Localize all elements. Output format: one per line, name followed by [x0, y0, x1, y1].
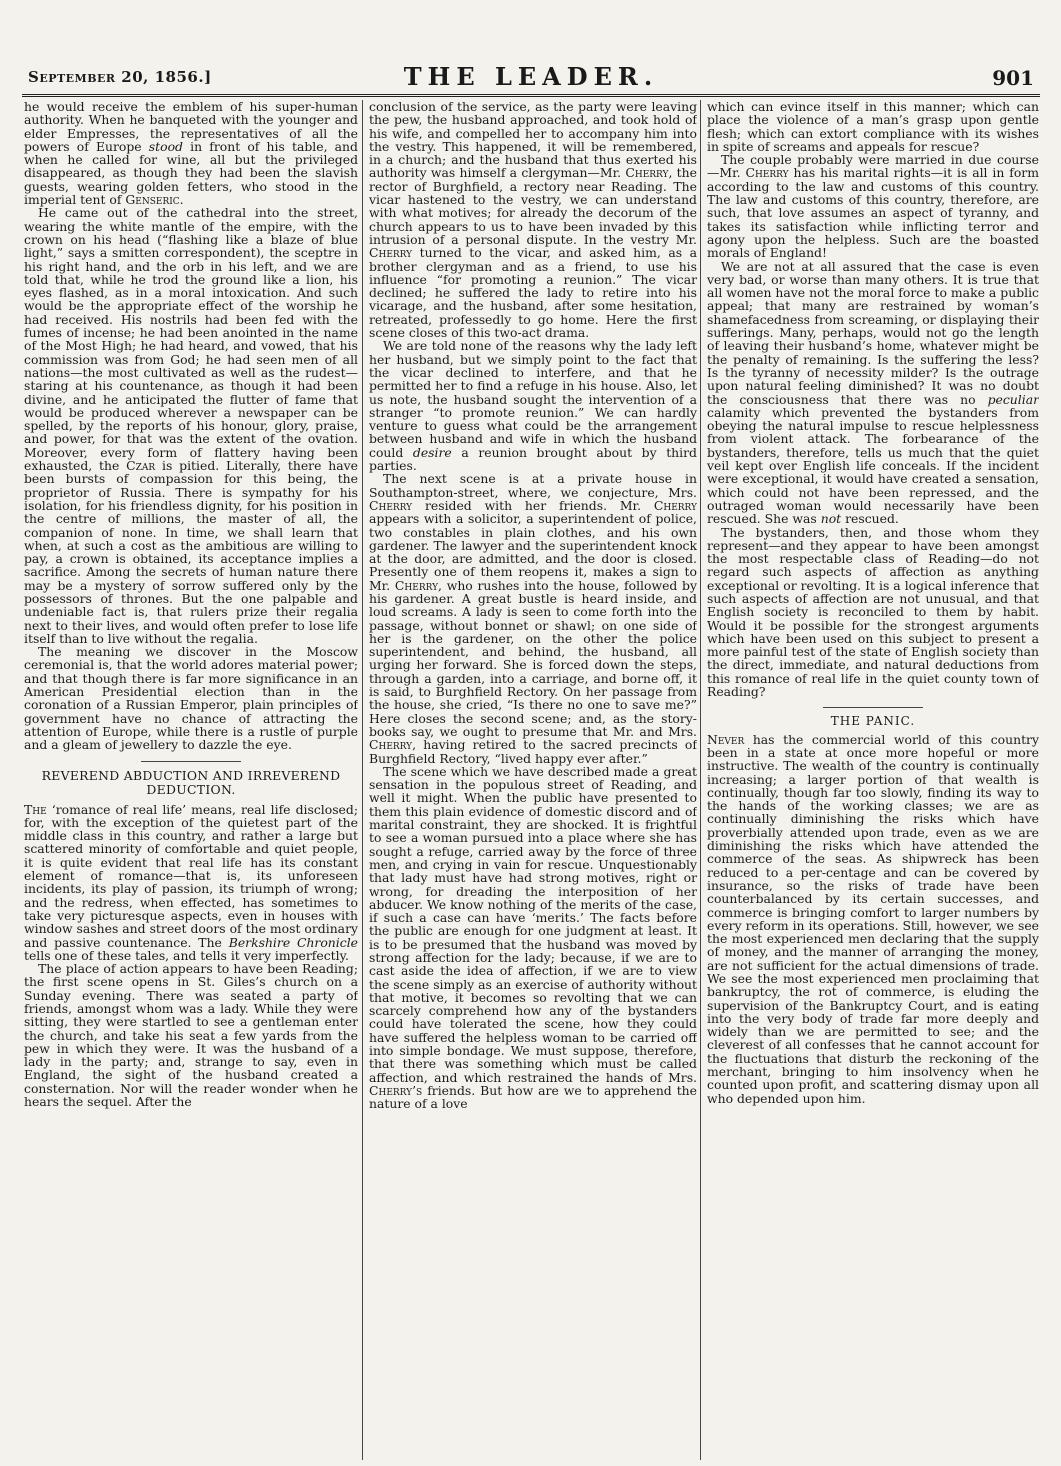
paragraph: The next scene is at a private house in Southampton-street, where, we conjecture, Mrs. Cherry resided with her friends. Mr. Cherry appears with a solicitor, a superintendent of police, two constables in plain clothes, and his own gardener. The lawyer and the superintendent knock at the door, are admitted, and the door is closed. Presently one of them reopens it, makes a sign to Mr. Cherry, who rushes into the house, followed by his gardener. A great bustle is heard inside, and loud screams. A lady is seen to come forth into the passage, without bonnet or shawl; on one side of her is the gardener, on the other the police superintendent, and behind, the husband, all urging her forward. She is forced down the steps, through a garden, into a carriage, and borne off, it is said, to Burghfield Rectory. On her passage from the house, she cried, “Is there no one to save me?” Here closes the second scene; and, as the story-books say, we ought to presume that Mr. and Mrs. Cherry, having retired to the sacred precincts of Burghfield Rectory, “lived happy ever after.”: [369, 471, 697, 766]
issue-date: September 20, 1856.]: [28, 68, 212, 86]
paragraph: We are told none of the reasons why the lady left her husband, but we simply point to the fact that the vicar declined to interfere, and that he permitted her to find a refuge in his house. Also, let us note, the husband sought the intervention of a stranger “to promote reunion.” We can hardly venture to guess what could be the arrangement between husband and wife in which the husband could desire a reunion brought about by third parties.: [369, 338, 697, 474]
paragraph: conclusion of the service, as the party were leaving the pew, the husband approached, and took hold of his wife, and compelled her to accompany him into the vestry. This happened, it will be remembered, in a church; and the husband that thus exerted his authority was himself a clergyman—Mr. Cherry, the rector of Burghfield, a rectory near Reading. The vicar hastened to the vestry, we can understand with what motives; for already the decorum of the church appears to us to have been invaded by this intrusion of a personal dispute. In the vestry Mr. Cherry turned to the vicar, and asked him, as a brother clergyman and as a friend, to use his influence “for promoting a reunion.” The vicar declined; he suffered the lady to retire into his vicarage, and the husband, after some hesitation, retreated, professedly to go home. Here the first scene closes of this two-act drama.: [369, 100, 697, 341]
page-number: 901: [992, 66, 1034, 90]
divider: [823, 707, 923, 708]
article-heading: REVEREND ABDUCTION AND IRREVEREND DEDUCTION.: [41, 767, 341, 797]
paragraph: The place of action appears to have been Reading; the first scene opens in St. Giles’s church on a Sunday evening. There was seated a party of friends, amongst whom was a lady. While they were sitting, they were startled to see a gentleman enter the church, and take his seat a few yards from the pew in which they were. It was the husband of a lady in the party; and, strange to say, even in England, the sight of the husband created a consternation. Nor will the reader wonder when he hears the sequel. After the: [24, 961, 358, 1110]
column-3: [700, 100, 1039, 1460]
paragraph: he would receive the emblem of his super-human authority. When he banqueted with the younger and elder Empresses, the representatives of all the powers of Europe stood in front of his table, and when he called for wine, all but the privileged disappeared, as though they had been the slavish guests, wearing golden fetters, who stood in the imperial tent of Genseric.: [24, 100, 358, 208]
paragraph: He came out of the cathedral into the street, wearing the white mantle of the empire, with the crown on his head (“flashing like a blaze of blue light,” says a smitten correspondent), the sceptre in his right hand, and the orb in his left, and we are told that, while he trod the ground like a lion, his eyes flashed, as in a moral intoxication. And such would be the appropriate effect of the worship he had received. His nostrils had been fed with the fumes of incense; he had been anointed in the name of the Most High; he had heard, and vowed, that his commission was from God; he had seen men of all nations—the most cultivated as well as the rudest—staring at his countenance, as though it had been divine, and he anticipated the flutter of fame that would be produced wherever a newspaper can be spelled, by the reports of his honour, glory, praise, and power, for that was the extent of the ovation. Moreover, every form of flattery having been exhausted, the Czar is pitied. Literally, there have been bursts of compassion for this being, the proprietor of Russia. There is sympathy for his isolation, for his friendless dignity, for his position in the centre of millions, the master of all, the companion of none. In time, we shall learn that when, at such a cost as the ambitious are willing to pay, a crown is obtained, its acceptance implies a sacrifice. Among the secrets of human nature there may be a mystery of sorrow suffered only by the possessors of thrones. But the one palpable and undeniable fact is, that rulers prize their regalia next to their lives, and would often prefer to lose life itself than to live without the regalia.: [24, 205, 358, 646]
newspaper-title: THE LEADER.: [403, 62, 659, 91]
paragraph: The ‘romance of real life’ means, real life disclosed; for, with the exception of the quietest part of the middle class in this country, and rather a large but scattered minority of comfortable and quiet people, it is quite evident that real life has its constant element of romance—that is, its unforeseen incidents, its play of passion, its triumph of wrong; and the redress, when effected, has sometimes to take very picturesque aspects, even in houses with window sashes and street doors of the most ordinary and passive countenance. The Berkshire Chronicle tells one of these tales, and tells it very imperfectly.: [24, 801, 358, 963]
column-1: [24, 100, 358, 1460]
masthead: [22, 62, 1040, 97]
paragraph: The bystanders, then, and those whom they represent—and they appear to have been amongst the most respectable class of Reading—do not regard such aspects of affection as anything exceptional or revolting. It is a logical inference that such aspects of affection are not unusual, and that English society is reconciled to them by habit. Would it be possible for the strongest arguments which have been used on this subject to present a more painful test of the state of English society than the direct, immediate, and natural deductions from this romance of real life in the quiet county town of Reading?: [707, 524, 1039, 700]
paragraph: We are not at all assured that the case is even very bad, or worse than many others. It is true that all women have not the moral force to make a public appeal; that many are restrained by woman’s shamefacedness from screaming, or displaying their sufferings. Many, perhaps, would not go the length of leaving their husband’s home, whatever might be the penalty of remaining. Is the suffering the less? Is the tyranny of necessity milder? Is the outrage upon natural feeling diminished? It was no doubt the consciousness that there was no peculiar calamity which prevented the bystanders from obeying the natural impulse to rescue helplessness from violent attack. The forbearance of the bystanders, therefore, tells us much that the quiet veil kept over English life conceals. If the incident were exceptional, it would have created a sensation, which could not have been repressed, and the outraged woman would necessarily have been rescued. She was not rescued.: [707, 258, 1039, 527]
paragraph: The scene which we have described made a great sensation in the populous street of Reading, and well it might. When the public have presented to them this plain evidence of domestic discord and of marital constraint, they are shocked. It is frightful to see a woman pursued into a place where she has sought a refuge, carried away by the force of three men, and crying in vain for rescue. Unquestionably that lady must have had strong motives, right or wrong, for dreading the interposition of her abducer. We know nothing of the merits of the case, if such a case can have ‘merits.’ The facts before the public are enough for one judgment at least. It is to be presumed that the husband was moved by strong affection for the lady; because, if we are to cast aside the idea of affection, if we are to view the scene simply as an exercise of authority without that motive, it becomes so revolting that we can scarcely comprehend how any of the bystanders could have tolerated the scene, how they could have suffered the helpless woman to be carried off into simple bondage. We must suppose, therefore, that there was something which must be called affection, and which restrained the hands of Mrs. Cherry’s friends. But how are we to apprehend the nature of a love: [369, 763, 697, 1112]
paragraph: Never has the commercial world of this country been in a state at once more hopeful or more instructive. The wealth of the country is continually increasing; a larger portion of that wealth is continually, though far too slowly, finding its way to the hands of the working classes; we are as continually diminishing the risks which have proverbially attended upon trade, even as we are diminishing the risks which have attended the commerce of the seas. As shipwreck has been reduced to a per-centage and can be covered by insurance, so the risks of trade have been counterbalanced by its certain successes, and commerce is bringing comfort to larger numbers by every reform in its operations. Still, however, we see the most experienced men declaring that the supply of money, and the manner of arranging the money, are not sufficient for the actual dimensions of trade. We see the most experienced men proclaiming that bankruptcy, the rot of commerce, is eluding the supervision of the Bankruptcy Court, and is eating into the very body of trade far more deeply and widely than we are permitted to see; and the cleverest of all confesses that he cannot account for the fluctuations that disturb the reckoning of the merchant, bringing to him insolvency when he counted upon profit, and scattering dismay upon all who depended upon him.: [707, 731, 1039, 1106]
divider: [141, 761, 241, 762]
paragraph: The couple probably were married in due course—Mr. Cherry has his marital rights—it is all in form according to the law and customs of this country. The law and customs of this country, therefore, are such, that love assumes an aspect of tyranny, and takes its satisfaction while inflicting terror and agony upon the helpless. Such are the boasted morals of England!: [707, 152, 1039, 261]
paragraph: which can evince itself in this manner; which can place the violence of a man’s grasp upon gentle flesh; which can extort compliance with its wishes in spite of screams and appeals for rescue?: [707, 100, 1039, 154]
column-2: [362, 100, 697, 1460]
article-heading: THE PANIC.: [830, 714, 916, 729]
paragraph: The meaning we discover in the Moscow ceremonial is, that the world adores material power; and that though there is far more significance in an American Presidential election than in the coronation of a Russian Emperor, plain principles of government have no chance of attracting the attention of Europe, while there is a rustle of purple and a gleam of jewellery to dazzle the eye.: [24, 644, 358, 753]
